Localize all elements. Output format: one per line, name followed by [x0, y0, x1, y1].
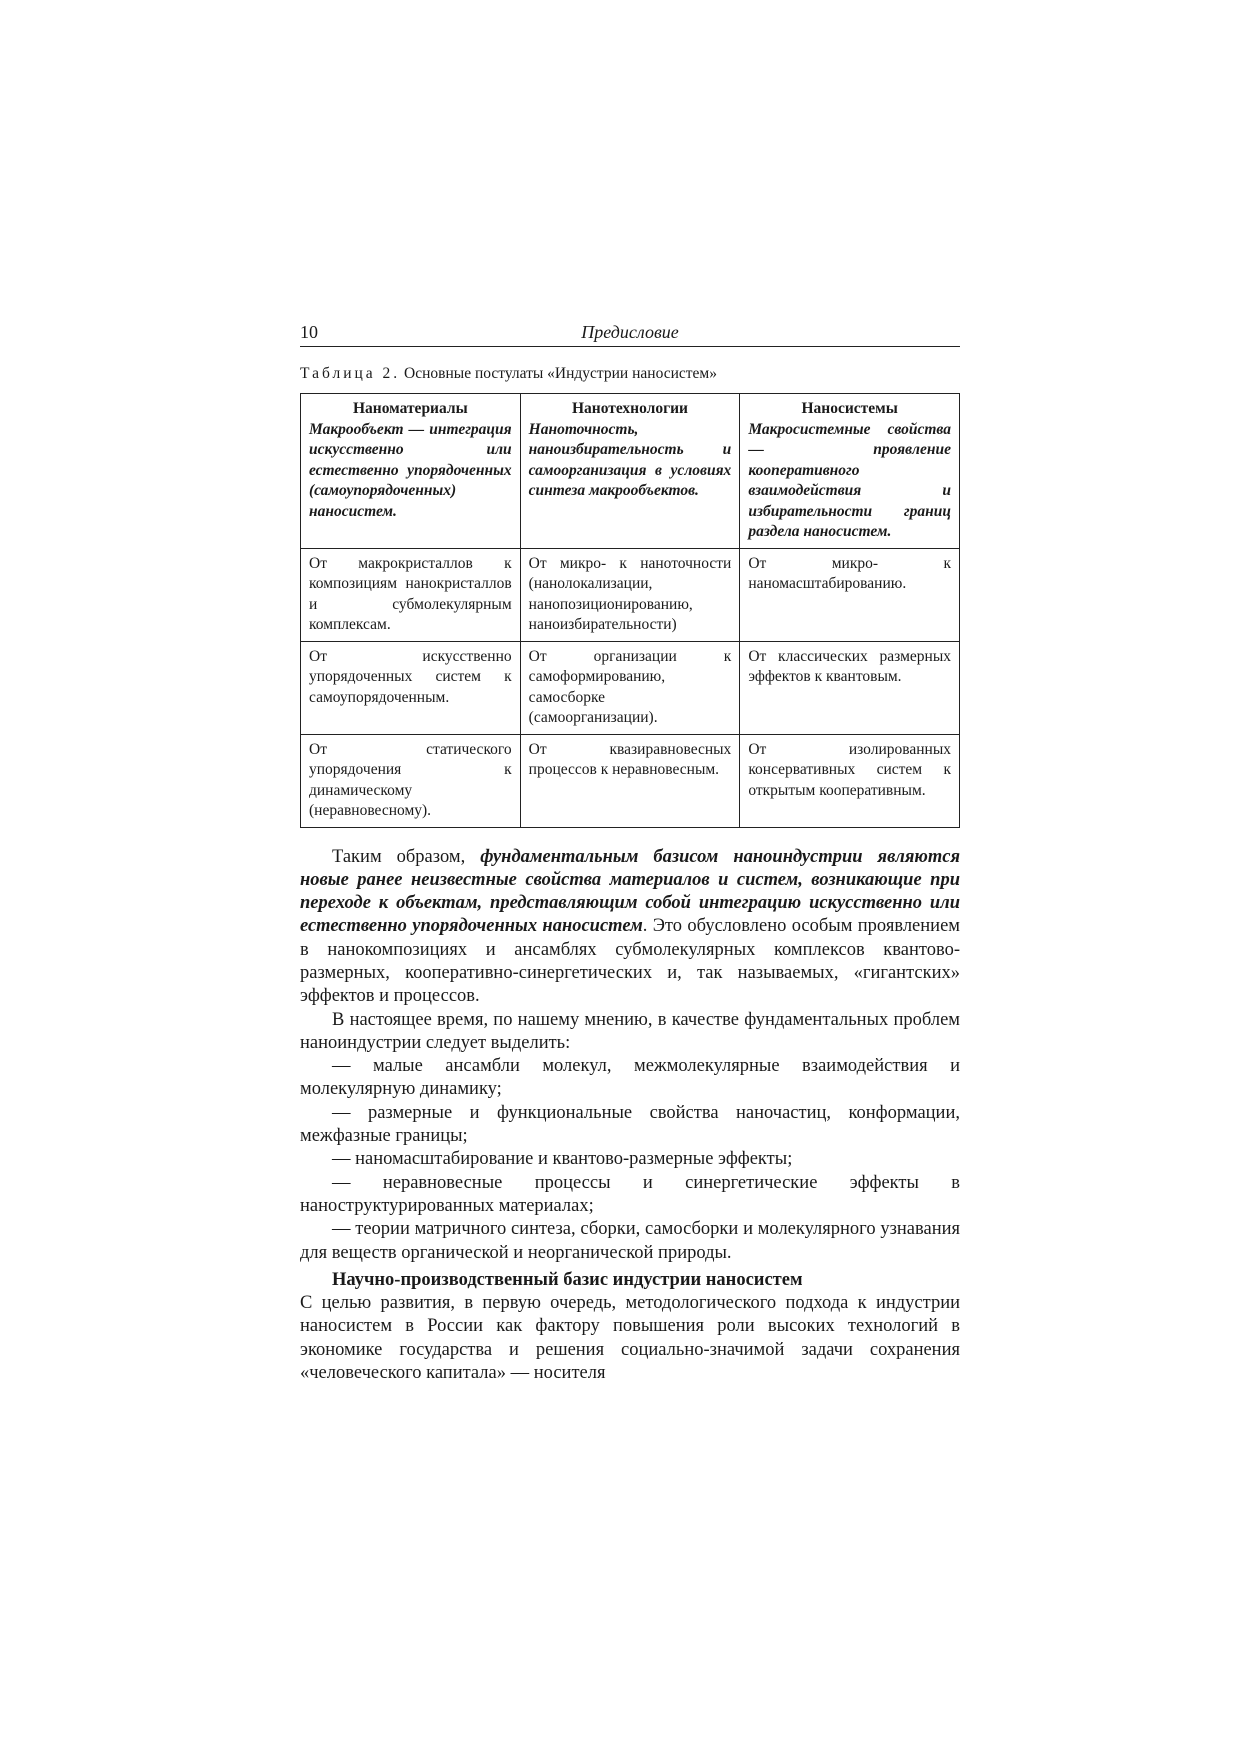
column-subtitle: Наноточность, наноизбирательность и самоорганизация в условиях синтеза макрообъектов.	[528, 420, 732, 499]
running-title: Предисловие	[581, 322, 679, 342]
table-header-row	[301, 394, 960, 549]
column-subtitle: Макросистемные свойства — проявление кооперативного взаимодействия и избирательности границ раздела наносистем.	[748, 420, 951, 540]
table-cell: От макрокристаллов к композициям нанокристаллов и субмолекулярным комплексам.	[301, 548, 521, 641]
paragraph-start: Таким образом,	[332, 846, 481, 867]
table-cell: От искусственно упорядоченных систем к самоупорядоченным.	[301, 641, 521, 734]
page-header	[300, 318, 960, 347]
list-item: — неравновесные процессы и синергетические эффекты в наноструктурированных материалах;	[300, 1172, 960, 1216]
column-subtitle: Макрообъект — интеграция искусственно или естественно упорядоченных (самоупорядоченных) наносистем.	[309, 420, 512, 520]
table-cell: От статического упорядочения к динамическому (неравновесному).	[301, 734, 521, 827]
column-title: Наноматериалы	[352, 400, 468, 417]
table-cell: От микро- к наномасштабированию.	[740, 548, 960, 641]
table-header-cell	[740, 394, 960, 549]
table-cell: От классических размерных эффектов к квантовым.	[740, 641, 960, 734]
list-item: — размерные и функциональные свойства наночастиц, конформации, межфазные границы;	[300, 1102, 960, 1147]
table-header-cell	[301, 394, 521, 549]
table-cell: От квазиравновесных процессов к неравновесным.	[520, 734, 740, 827]
table-row	[301, 641, 960, 734]
table-header-cell	[520, 394, 740, 549]
emphasis-text: фундаментальным базисом наноиндустрии являются новые ранее неизвестные свойства материалов и систем, возникающие при переходе к объектам, представляющим собой интеграцию искусственно или естественно упорядоченных наносистем	[300, 846, 960, 937]
body-text	[300, 846, 960, 1386]
table-cell: От микро- к наноточности (нанолокализации, нанопозиционированию, наноизбирательности)	[520, 548, 740, 641]
table-row	[301, 734, 960, 827]
table-caption-text: Основные постулаты «Индустрии наносистем»	[404, 365, 717, 382]
page	[300, 318, 960, 1385]
column-title: Нанотехнологии	[571, 400, 688, 417]
postulates-table	[300, 393, 960, 828]
paragraph: С целью развития, в первую очередь, методологического подхода к индустрии наносистем в России как фактору повышения роли высоких технологий в экономике государства и решения социально-значимой задачи сохранения «человеческого капитала» — носителя	[300, 1293, 960, 1384]
list-item: — малые ансамбли молекул, межмолекулярные взаимодействия и молекулярную динамику;	[300, 1056, 960, 1100]
table-row	[301, 548, 960, 641]
list-item: — теории матричного синтеза, сборки, самосборки и молекулярного узнавания для веществ органической и неорганической природы.	[300, 1219, 960, 1263]
section-heading: Научно-производственный базис индустрии наносистем	[332, 1269, 803, 1290]
table-cell: От изолированных консервативных систем к открытым кооперативным.	[740, 734, 960, 827]
paragraph	[300, 846, 960, 1009]
table-caption	[300, 365, 960, 383]
table-caption-label: Таблица 2.	[300, 365, 401, 382]
column-title: Наносистемы	[801, 400, 898, 417]
paragraph: В настоящее время, по нашему мнению, в качестве фундаментальных проблем наноиндустрии следует выделить:	[300, 1009, 960, 1053]
page-number: 10	[300, 322, 318, 342]
paragraph-rest: . Это обусловлено особым проявлением в нанокомпозициях и ансамблях субмолекулярных комплексов квантово-размерных, кооперативно-синергетических и, так называемых, «гигантских» эффектов и процессов.	[300, 916, 960, 1007]
list-item: — наномасштабирование и квантово-размерные эффекты;	[332, 1149, 793, 1170]
table-cell: От организации к самоформированию, самосборке (самоорганизации).	[520, 641, 740, 734]
